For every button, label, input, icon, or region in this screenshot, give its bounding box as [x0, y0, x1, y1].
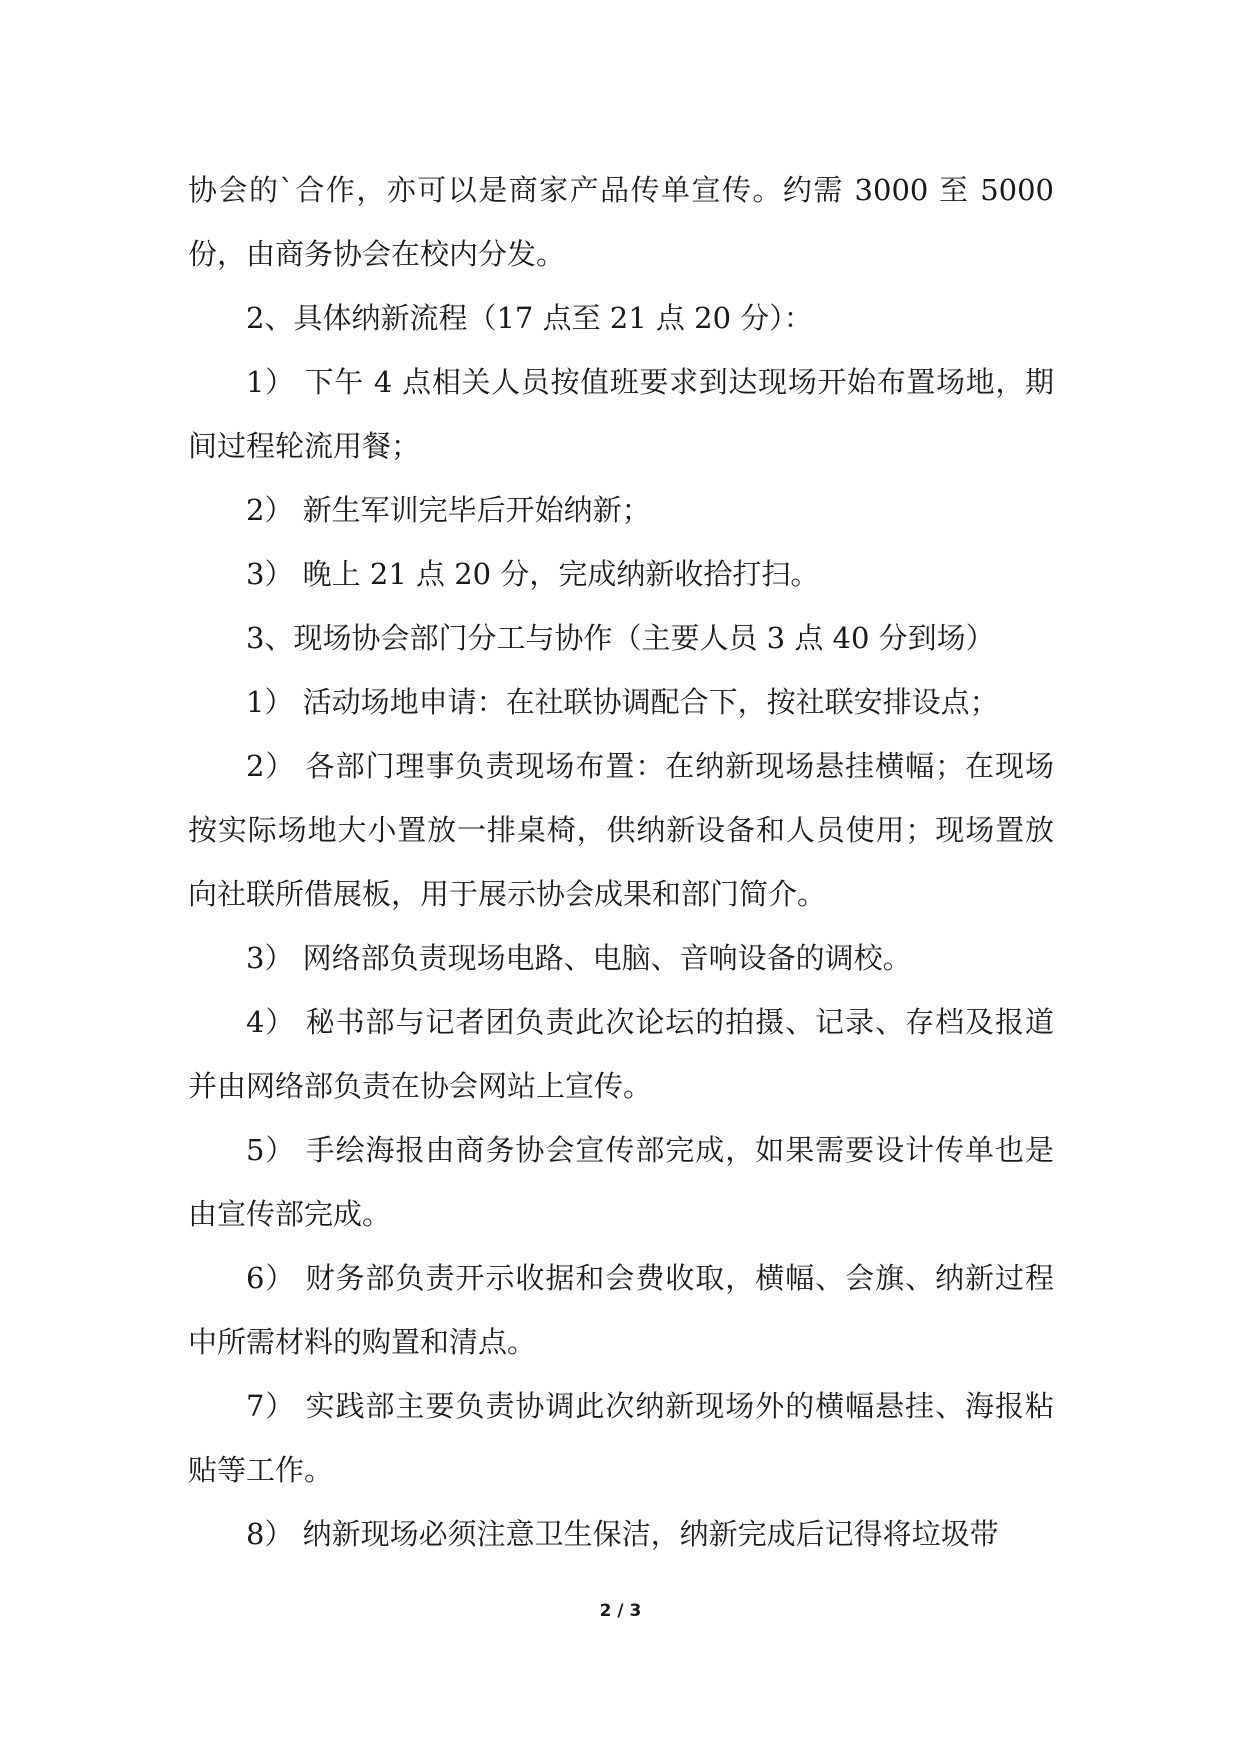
paragraph: 3） 晚上 21 点 20 分，完成纳新收拾打扫。 [246, 557, 820, 591]
page-number: 2 / 3 [599, 1601, 642, 1621]
paragraph: 2、具体纳新流程（17 点至 21 点 20 分）： [246, 301, 813, 335]
paragraph: 1） 下午 4 点相关人员按值班要求到达现场开始布置场地，期间过程轮流用餐； [188, 365, 1054, 463]
paragraph: 5） 手绘海报由商务协会宣传部完成，如果需要设计传单也是由宣传部完成。 [188, 1133, 1054, 1231]
paragraph: 1） 活动场地申请：在社联协调配合下，按社联安排设点； [246, 685, 999, 719]
document-body [188, 158, 1054, 1566]
paragraph: 3、现场协会部门分工与协作（主要人员 3 点 40 分到场） [246, 621, 995, 655]
paragraph: 协会的`合作，亦可以是商家产品传单宣传。约需 3000 至 5000 份，由商务协会在校内分发。 [188, 173, 1054, 271]
paragraph: 2） 新生军训完毕后开始纳新； [246, 493, 651, 527]
paragraph: 6） 财务部负责开示收据和会费收取，横幅、会旗、纳新过程中所需材料的购置和清点。 [188, 1261, 1054, 1359]
paragraph: 7） 实践部主要负责协调此次纳新现场外的横幅悬挂、海报粘贴等工作。 [188, 1389, 1054, 1487]
paragraph: 4） 秘书部与记者团负责此次论坛的拍摄、记录、存档及报道并由网络部负责在协会网站上宣传。 [188, 1005, 1054, 1103]
paragraph: 8） 纳新现场必须注意卫生保洁，纳新完成后记得将垃圾带 [246, 1517, 999, 1551]
paragraph: 2） 各部门理事负责现场布置：在纳新现场悬挂横幅；在现场按实际场地大小置放一排桌椅，供纳新设备和人员使用；现场置放向社联所借展板，用于展示协会成果和部门简介。 [188, 749, 1054, 911]
paragraph: 3） 网络部负责现场电路、电脑、音响设备的调校。 [246, 941, 912, 975]
